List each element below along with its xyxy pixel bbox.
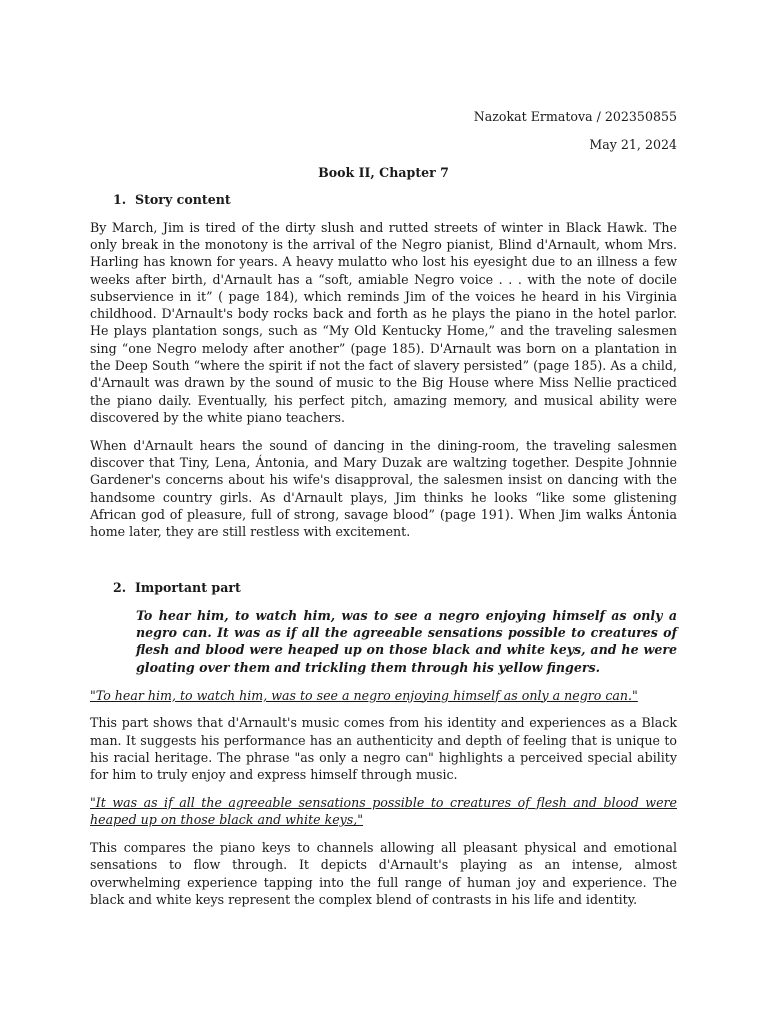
- author-line: Nazokat Ermatova / 202350855: [473, 109, 677, 124]
- section-number: 1.: [113, 191, 127, 207]
- underlined-quote: "To hear him, to watch him, was to see a negro enjoying himself as only a negro can.": [90, 687, 638, 703]
- spacer: [90, 551, 677, 579]
- analysis-paragraph: This compares the piano keys to channels allowing all pleasant physical and emotional sensations to flow through. It depicts d'Arnault's playing as an intense, almost overwhelming experience tapping into the full range of human joy and experience. The black and white keys represent the complex blend of contrasts in his life and identity.: [90, 840, 677, 907]
- section-heading-story-content: [90, 191, 677, 208]
- section-heading-important-part: [90, 579, 677, 596]
- section-number: 2.: [113, 580, 127, 596]
- analysis-paragraph: This part shows that d'Arnault's music comes from his identity and experiences as a Black man. It suggests his performance has an authenticity and depth of feeling that is unique to his racial heritage. The phrase "as only a negro can" highlights a perceived special ability for him to truly enjoy and express himself through music.: [90, 715, 677, 783]
- date-line: May 21, 2024: [589, 136, 677, 152]
- paragraph: By March, Jim is tired of the dirty slush and rutted streets of winter in Black Hawk. The only break in the monotony is the arrival of the Negro pianist, Blind d'Arnault, whom Mrs. Harling has known for years. A heavy mulatto who lost his eyesight due to an illness a few weeks after birth, d'Arnault has a “soft, amiable Negro voice . . . with the note of docile subservience in it” ( page 184), which reminds Jim of the voices he heard in his Virginia childhood. D'Arnault's body rocks back and forth as he plays the piano in the hotel parlor. He plays plantation songs, such as “My Old Kentucky Home,” and the traveling salesmen sing “one Negro melody after another” (page 185). D'Arnault was born on a plantation in the Deep South “where the spirit if not the fact of slavery persisted” (page 185). As a child, d'Arnault was drawn by the sound of music to the Big House where Miss Nellie practiced the piano daily. Eventually, his perfect pitch, amazing memory, and musical ability were discovered by the white piano teachers.: [90, 219, 677, 425]
- document-page: [90, 108, 677, 919]
- paragraph: When d'Arnault hears the sound of dancing in the dining-room, the traveling salesmen discover that Tiny, Lena, Ántonia, and Mary Duzak are waltzing together. Despite Johnnie Gardener's concerns about his wife's disapproval, the salesmen insist on dancing with the handsome country girls. As d'Arnault plays, Jim thinks he looks “like some glistening African god of pleasure, full of strong, savage blood” (page 191). When Jim walks Ántonia home later, they are still restless with excitement.: [90, 437, 677, 540]
- document-title: Book II, Chapter 7: [318, 164, 449, 180]
- underlined-quote: "It was as if all the agreeable sensations possible to creatures of flesh and blood were heaped up on those black and white keys,": [90, 795, 677, 828]
- section-heading-label: Important part: [135, 580, 241, 596]
- block-quote: To hear him, to watch him, was to see a negro enjoying himself as only a negro can. It was as if all the agreeable sensations possible to creatures of flesh and blood were heaped up on those black and white keys, and he were gloating over them and trickling them through his yellow fingers.: [136, 607, 677, 675]
- section-heading-label: Story content: [135, 191, 231, 207]
